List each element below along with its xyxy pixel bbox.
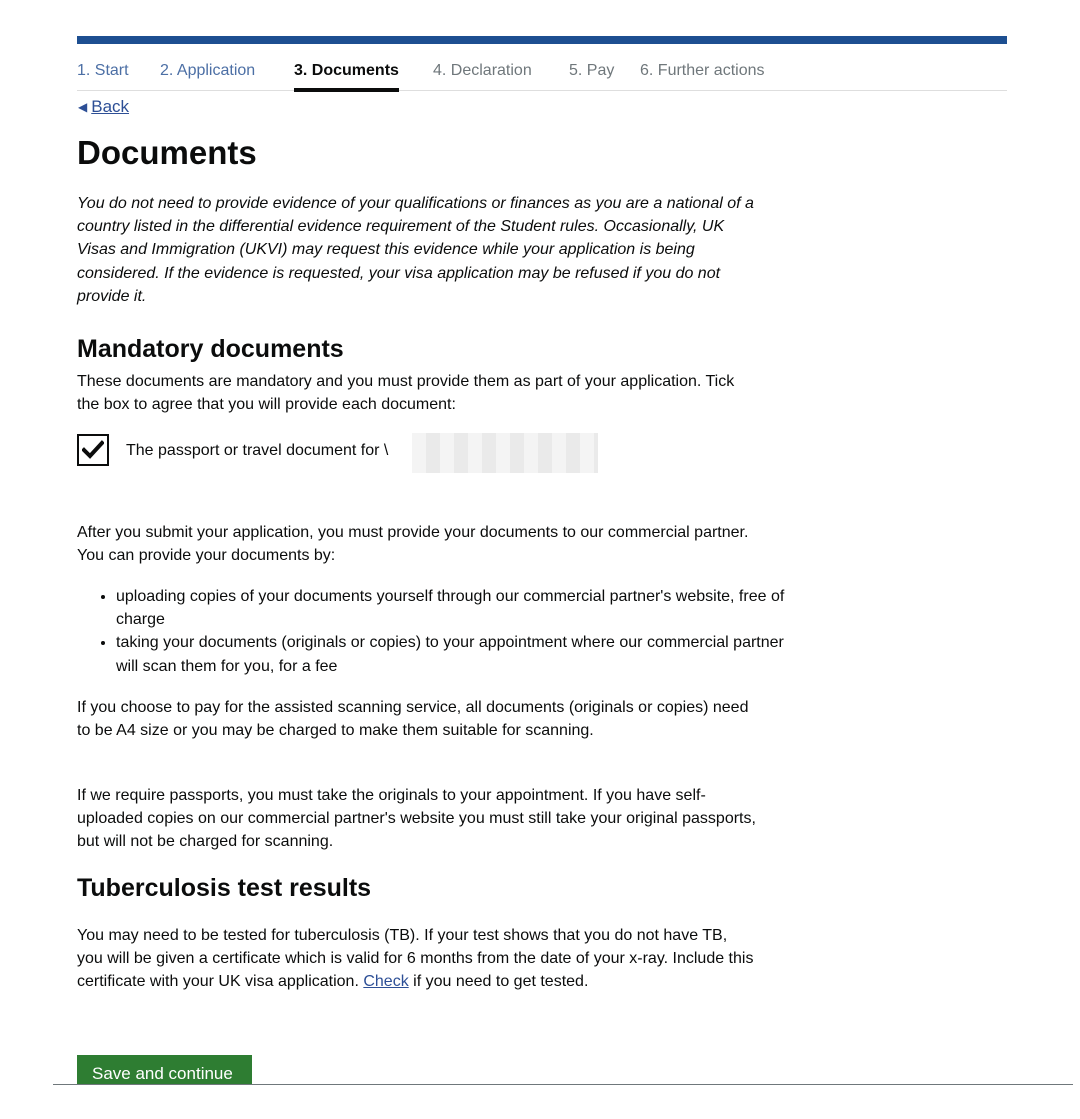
check-link[interactable]: Check [363, 973, 409, 991]
current-step-indicator [294, 88, 399, 92]
passports-text: If we require passports, you must take the originals to your appointment. If you have self-uploaded copies on our commercial partner's website you must still take your original passports, but will not be charged for scanning. [77, 787, 756, 851]
passport-checkbox-label[interactable]: The passport or travel document for \ [126, 442, 389, 459]
step-declaration: 4. Declaration [433, 62, 532, 79]
tb-text-after: if you need to get tested. [408, 973, 589, 991]
back-link-label: Back [91, 97, 130, 116]
back-arrow-icon: ◀ [78, 100, 88, 114]
scanning-text: If you choose to pay for the assisted scanning service, all documents (originals or copies) need to be A4 size or you may be charged to make them suitable for scanning. [77, 699, 749, 740]
mandatory-documents-text: These documents are mandatory and you must provide them as part of your application. Tick the box to agree that you will provide each document: [77, 373, 735, 414]
step-documents [294, 62, 399, 80]
step-documents-label: 3. Documents [294, 62, 399, 79]
step-pay: 5. Pay [569, 62, 615, 79]
mandatory-documents-heading: Mandatory documents [77, 335, 344, 363]
submission-intro: After you submit your application, you must provide your documents to our commercial partner. You can provide your documents by: [77, 524, 749, 565]
tb-heading: Tuberculosis test results [77, 874, 372, 902]
list-item: • uploading copies of your documents yourself through our commercial partner's website, free of charge [116, 585, 796, 631]
save-and-continue-button[interactable]: Save and continue [77, 1055, 252, 1085]
footer-divider [53, 1084, 1073, 1085]
redacted-name [412, 433, 598, 473]
step-application[interactable]: 2. Application [160, 62, 256, 79]
tb-text [77, 924, 757, 994]
list-item: • taking your documents (originals or copies) to your appointment where our commercial partner will scan them for you, for a fee [116, 631, 796, 677]
step-further-actions: 6. Further actions [640, 62, 765, 79]
submission-options-list [77, 585, 796, 678]
header-bar [77, 36, 1007, 44]
page-title: Documents [77, 134, 257, 171]
checkmark-icon [82, 440, 104, 460]
back-link[interactable] [78, 97, 129, 117]
step-start[interactable]: 1. Start [77, 62, 129, 79]
progress-steps [77, 58, 1007, 91]
passport-checkbox[interactable] [77, 434, 109, 466]
tb-text-before: You may need to be tested for tuberculosis (TB). If your test shows that you do not have TB, you will be given a certificate which is valid for 6 months from the date of your x-ray. Include this certificate with your UK visa application. [77, 927, 754, 991]
intro-text: You do not need to provide evidence of your qualifications or finances as you are a national of a country listed in the differential evidence requirement of the Student rules. Occasionally, UK Visas and Immigration (UKVI) may request this evidence while your application is being considered. If the evidence is requested, your visa application may be refused if you do not provide it. [77, 195, 754, 305]
